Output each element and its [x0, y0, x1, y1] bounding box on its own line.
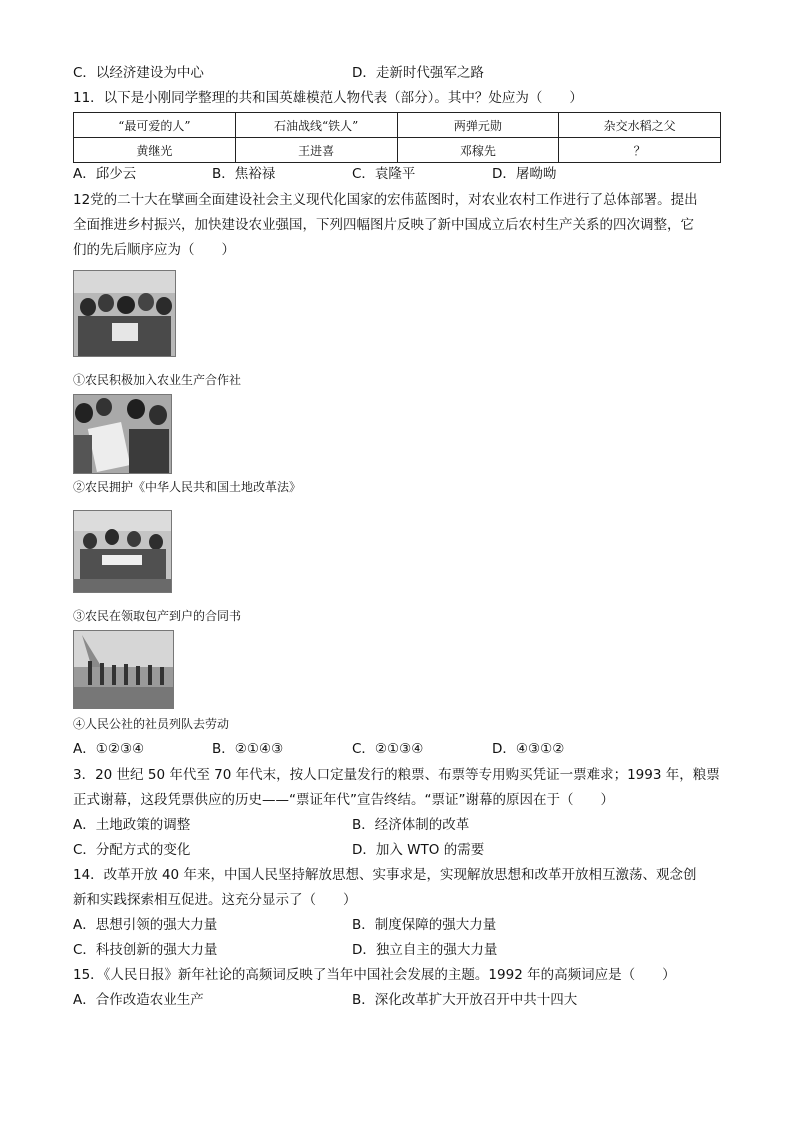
- photo-caption-4: ④人民公社的社员列队去劳动: [73, 717, 230, 731]
- table-cell: 两弹元勋: [397, 113, 559, 138]
- q12-option-a: A．①②③④: [73, 741, 145, 757]
- q13-option-c: C．分配方式的变化: [73, 842, 191, 858]
- table-cell: 王进喜: [235, 138, 397, 163]
- q12-stem-line2: 全面推进乡村振兴，加快建设农业强国，下列四幅图片反映了新中国成立后农村生产关系的四次调整，它: [73, 217, 694, 233]
- q12-option-b: B．②①④③: [212, 741, 284, 757]
- q15-option-a: A．合作改造农业生产: [73, 992, 204, 1008]
- photo-land-reform-image: [74, 395, 171, 473]
- q15-option-b: B．深化改革扩大开放召开中共十四大: [352, 992, 578, 1008]
- hero-table-header-row: [74, 113, 721, 138]
- photo-caption-2: ②农民拥护《中华人民共和国土地改革法》: [73, 480, 302, 494]
- table-cell: “最可爱的人”: [74, 113, 236, 138]
- q13-stem-line1: 3．20 世纪 50 年代至 70 年代末，按人口定量发行的粮票、布票等专用购买凭证一票难求；1993 年，粮票: [73, 767, 720, 783]
- photo-contract-image: [74, 511, 171, 592]
- table-cell: 石油战线“铁人”: [235, 113, 397, 138]
- q12-option-d: D．④③①②: [492, 741, 565, 757]
- photo-contract: [73, 510, 172, 593]
- q13-option-b: B．经济体制的改革: [352, 817, 470, 833]
- q13-stem-line2: 正式谢幕，这段凭票供应的历史——“票证年代”宣告终结。“票证”谢幕的原因在于（ ）: [73, 792, 614, 808]
- hero-table-row: [74, 138, 721, 163]
- q15-stem: 15．《人民日报》新年社论的高频词反映了当年中国社会发展的主题。1992 年的高频词应是（ ）: [73, 967, 676, 983]
- q14-stem-line1: 14．改革开放 40 年来，中国人民坚持解放思想、实事求是，实现解放思想和改革开放相互激荡、观念创: [73, 867, 697, 883]
- photo-land-reform: [73, 394, 172, 474]
- q11-option-d: D．屠呦呦: [492, 166, 557, 182]
- q13-option-a: A．土地政策的调整: [73, 817, 191, 833]
- q11-option-a: A．邱少云: [73, 166, 137, 182]
- photo-commune: [73, 630, 174, 709]
- q12-stem-line3: 们的先后顺序应为（ ）: [73, 242, 235, 258]
- q14-stem-line2: 新和实践探索相互促进。这充分显示了（ ）: [73, 892, 357, 908]
- q14-option-b: B．制度保障的强大力量: [352, 917, 497, 933]
- q11-option-b: B．焦裕禄: [212, 166, 276, 182]
- q12-option-c: C．②①③④: [352, 741, 424, 757]
- q11-option-c: C．袁隆平: [352, 166, 416, 182]
- q10-option-d: D．走新时代强军之路: [352, 65, 484, 81]
- q12-stem-line1: 12党的二十大在擘画全面建设社会主义现代化国家的宏伟蓝图时，对农业农村工作进行了总体部署。提出: [73, 192, 698, 208]
- photo-caption-1: ①农民积极加入农业生产合作社: [73, 373, 242, 387]
- photo-cooperative: [73, 270, 176, 357]
- table-cell: ？: [559, 138, 721, 163]
- photo-caption-3: ③农民在领取包产到户的合同书: [73, 609, 242, 623]
- table-cell: 邓稼先: [397, 138, 559, 163]
- q14-option-a: A．思想引领的强大力量: [73, 917, 218, 933]
- q11-stem: 11．以下是小刚同学整理的共和国英雄模范人物代表（部分）。其中？处应为（ ）: [73, 90, 583, 106]
- q13-option-d: D．加入 WTO 的需要: [352, 842, 485, 858]
- q14-option-c: C．科技创新的强大力量: [73, 942, 218, 958]
- q14-option-d: D．独立自主的强大力量: [352, 942, 498, 958]
- q10-option-c: C．以经济建设为中心: [73, 65, 204, 81]
- table-cell: 杂交水稻之父: [559, 113, 721, 138]
- photo-cooperative-image: [74, 271, 175, 356]
- hero-table: [73, 112, 721, 163]
- table-cell: 黄继光: [74, 138, 236, 163]
- photo-commune-image: [74, 631, 173, 708]
